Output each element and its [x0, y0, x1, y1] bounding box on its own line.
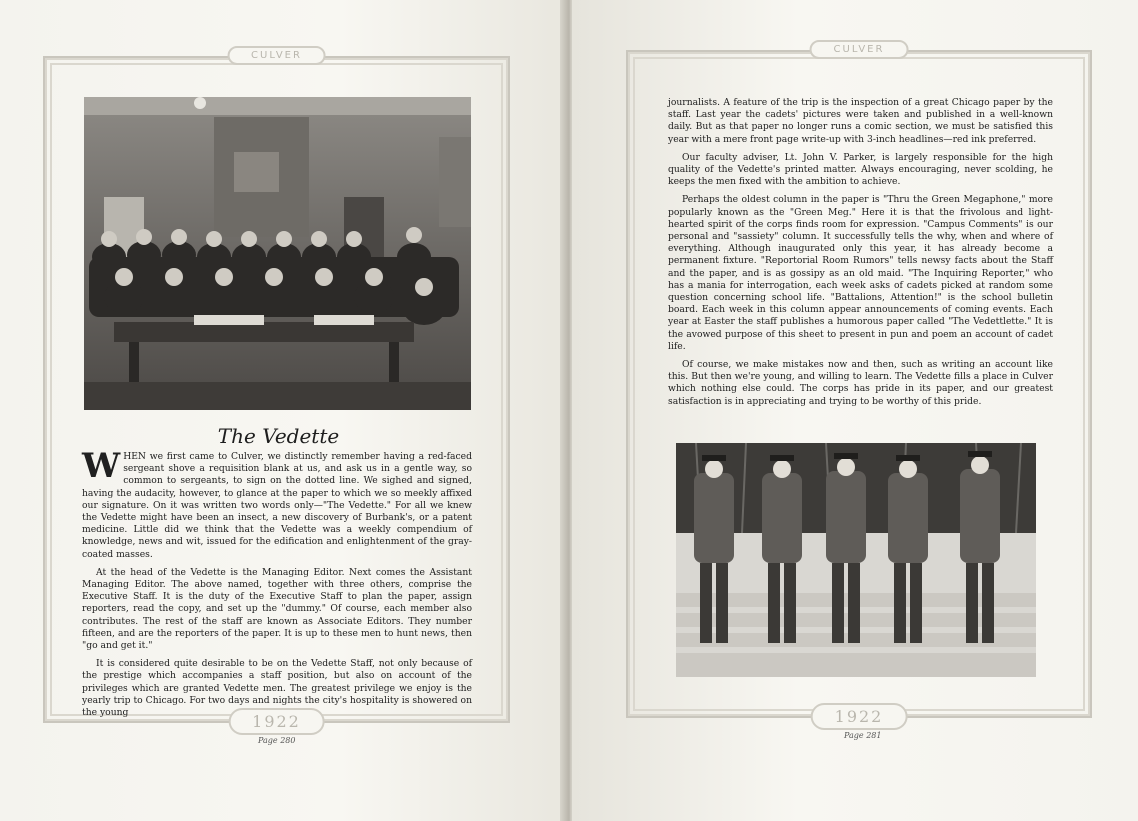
- staff-meeting-photo: [84, 97, 471, 410]
- left-page: [0, 0, 566, 821]
- cadets-illustration: [676, 443, 1036, 677]
- paragraph: Of course, we make mistakes now and then, such as writing an account like this. But then we're young, and willing to learn. The Vedette fills a place in Culver which nothing else could. The corps has pride in its paper, and our greatest satisfaction is in appreciating and trying to be worthy of this pride.: [668, 359, 1053, 407]
- paragraph: Our faculty adviser, Lt. John V. Parker, is largely responsible for the high quality of the Vedette's printed matter. Always encouraging, never scolding, he keeps the men fixed with the ambition to achieve.: [668, 151, 1053, 188]
- staff-meeting-illustration: [84, 97, 471, 410]
- culver-crest: CULVER: [227, 46, 326, 65]
- article-body-left: [82, 446, 472, 725]
- right-page: [572, 0, 1138, 821]
- paragraph: It is considered quite desirable to be on the Vedette Staff, not only because of the prestige which accompanies a staff position, but also on account of the privileges which are granted Vedette men. The greatest privilege we enjoy is the yearly trip to Chicago. For two days and nights the city's hospitality is showered on the young: [82, 658, 472, 719]
- paragraph: [82, 446, 472, 561]
- year-crest: 1922: [228, 708, 325, 735]
- page-number: Page 280: [258, 736, 296, 745]
- paragraph-text: HEN we first came to Culver, we distinctly remember having a red-faced sergeant shove a requisition blank at us, and ask us in a gentle way, so common to sergeants, to sign on the dotted line. We sighed and signed, having the audacity, however, to glance at the paper to which we so meekly affixed our signature. On it was written two words only—"The Vedette." For all we knew the Vedette might have been an insect, a new discovery of Burbank's, or a patent medicine. Little did we think that the Vedette was a weekly compendium of knowledge, news and wit, issued for the edification and enlightenment of the gray-coated masses.: [82, 451, 472, 560]
- cadets-portrait-photo: [676, 443, 1036, 677]
- year-crest: 1922: [811, 703, 908, 730]
- paragraph: At the head of the Vedette is the Managing Editor. Next comes the Assistant Managing Editor. The above named, together with three others, comprise the Executive Staff. It is the duty of the Executive Staff to plan the paper, assign reporters, read the copy, and set up the "dummy." Of course, each member also contributes. The rest of the staff are known as Associate Editors. They number fifteen, and are the reporters of the paper. It is up to these men to hunt news, then "go and get it.": [82, 566, 472, 652]
- article-title: The Vedette: [217, 424, 340, 448]
- article-body-right: [668, 97, 1053, 414]
- culver-crest: CULVER: [810, 40, 909, 59]
- paragraph: journalists. A feature of the trip is the inspection of a great Chicago paper by the staff. Last year the cadets' pictures were taken and published in a well-known daily. But as that paper no longer runs a comic section, we must be satisfied this year with a mere front page write-up with 3-inch headlines—red ink preferred.: [668, 97, 1053, 145]
- drop-cap: W: [82, 446, 121, 486]
- paragraph: Perhaps the oldest column in the paper is "Thru the Green Megaphone," more popularly known as the "Green Meg." Here it is that the frivolous and light-hearted spirit of the corps finds room for expression. "Campus Comments" is our personal and "sassiety" column. It successfully tells the why, when and where of everything. Although inaugurated only this year, it has already become a permanent fixture. "Reportorial Room Rumors" tells newsy facts about the Staff and the paper, and is as gossipy as an old maid. "The Inquiring Reporter," who has a mania for interrogation, each week asks of cadets picked at random some question concerning school life. "Battalions, Attention!" is the school bulletin board. Each week in this column appear announcements of coming events. Each year at Easter the staff publishes a humorous paper called "The Vedettlette." It is the avowed purpose of this sheet to present in pun and poem an account of cadet life.: [668, 194, 1053, 352]
- page-number: Page 281: [844, 731, 882, 740]
